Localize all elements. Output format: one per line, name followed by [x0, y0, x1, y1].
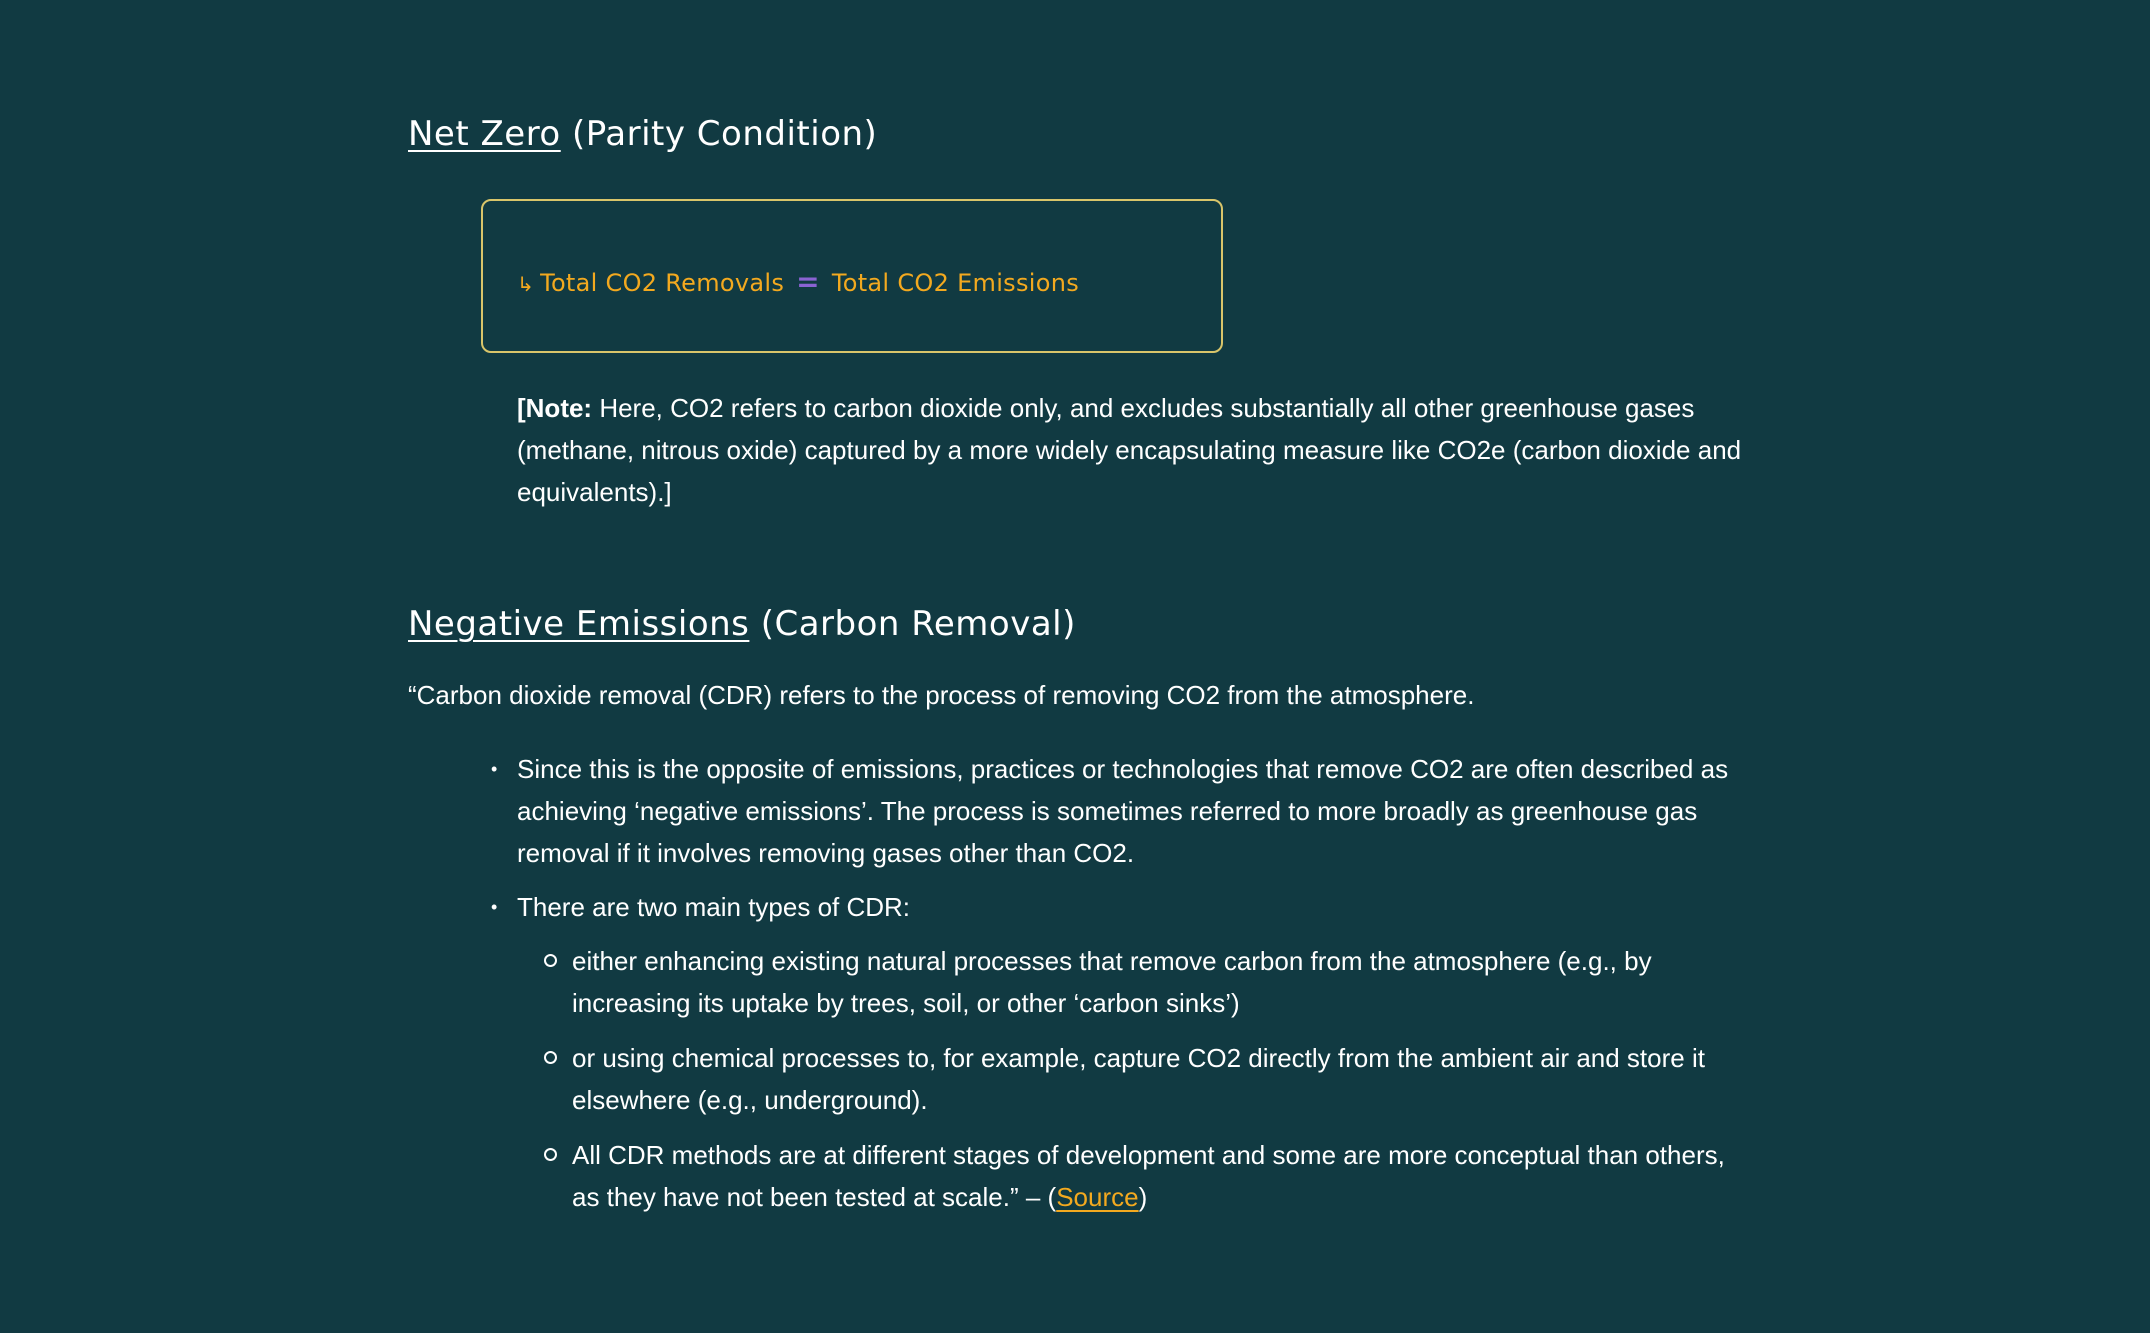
- circle-bullet-icon: [544, 1051, 557, 1064]
- list-item: [572, 1037, 1747, 1121]
- list-item: [572, 1134, 1747, 1218]
- sub-bullet-text: or using chemical processes to, for example, capture CO2 directly from the ambient air and store it elsewhere (e.g., underground).: [572, 1043, 1705, 1115]
- bullet-text: There are two main types of CDR:: [517, 892, 911, 922]
- formula-left: Total CO2 Removals: [540, 269, 785, 297]
- source-link[interactable]: Source: [1056, 1182, 1139, 1212]
- list-item: [572, 940, 1747, 1024]
- return-arrow-icon: ↳: [517, 272, 535, 296]
- cdr-types-sublist: [572, 940, 1747, 1218]
- sub-bullet-text: either enhancing existing natural processes that remove carbon from the atmosphere (e.g., by increasing its uptake by trees, soil, or other ‘carbon sinks’): [572, 946, 1652, 1018]
- formula-box: [481, 199, 1223, 353]
- note-label: [Note:: [517, 393, 593, 423]
- net-zero-formula: [517, 265, 1079, 298]
- co2-note: [517, 387, 1747, 513]
- bullet-icon: •: [491, 759, 498, 779]
- negative-emissions-title: Negative Emissions: [408, 604, 750, 644]
- circle-bullet-icon: [544, 1148, 557, 1161]
- formula-right: Total CO2 Emissions: [831, 269, 1080, 297]
- source-suffix: ): [1138, 1182, 1148, 1212]
- cdr-quote-intro: “Carbon dioxide removal (CDR) refers to the process of removing CO2 from the atmosphere.: [408, 680, 1475, 710]
- list-item: [491, 886, 1747, 1218]
- bullet-text: Since this is the opposite of emissions, practices or technologies that remove CO2 are often described as achieving ‘negative emissions’. The process is sometimes referred to more broadly as greenhouse gas removal if it involves removing gases other than CO2.: [517, 754, 1729, 868]
- negative-emissions-subtitle: (Carbon Removal): [760, 604, 1076, 644]
- net-zero-title: Net Zero: [408, 114, 561, 154]
- cdr-bullet-list: [491, 748, 1747, 1231]
- equals-operator: =: [796, 265, 820, 298]
- net-zero-heading: [408, 114, 877, 154]
- note-text: Here, CO2 refers to carbon dioxide only, and excludes substantially all other greenhouse gases (methane, nitrous oxide) captured by a more widely encapsulating measure like CO2e (carbon dioxide and equivalents).]: [517, 393, 1742, 507]
- circle-bullet-icon: [544, 954, 557, 967]
- bullet-icon: •: [491, 897, 498, 917]
- negative-emissions-heading: [408, 604, 1076, 644]
- net-zero-subtitle: (Parity Condition): [572, 114, 878, 154]
- sub-bullet-text: All CDR methods are at different stages of development and some are more conceptual than others, as they have not been tested at scale.”: [572, 1140, 1725, 1212]
- source-prefix: – (: [1018, 1182, 1057, 1212]
- list-item: [491, 748, 1747, 874]
